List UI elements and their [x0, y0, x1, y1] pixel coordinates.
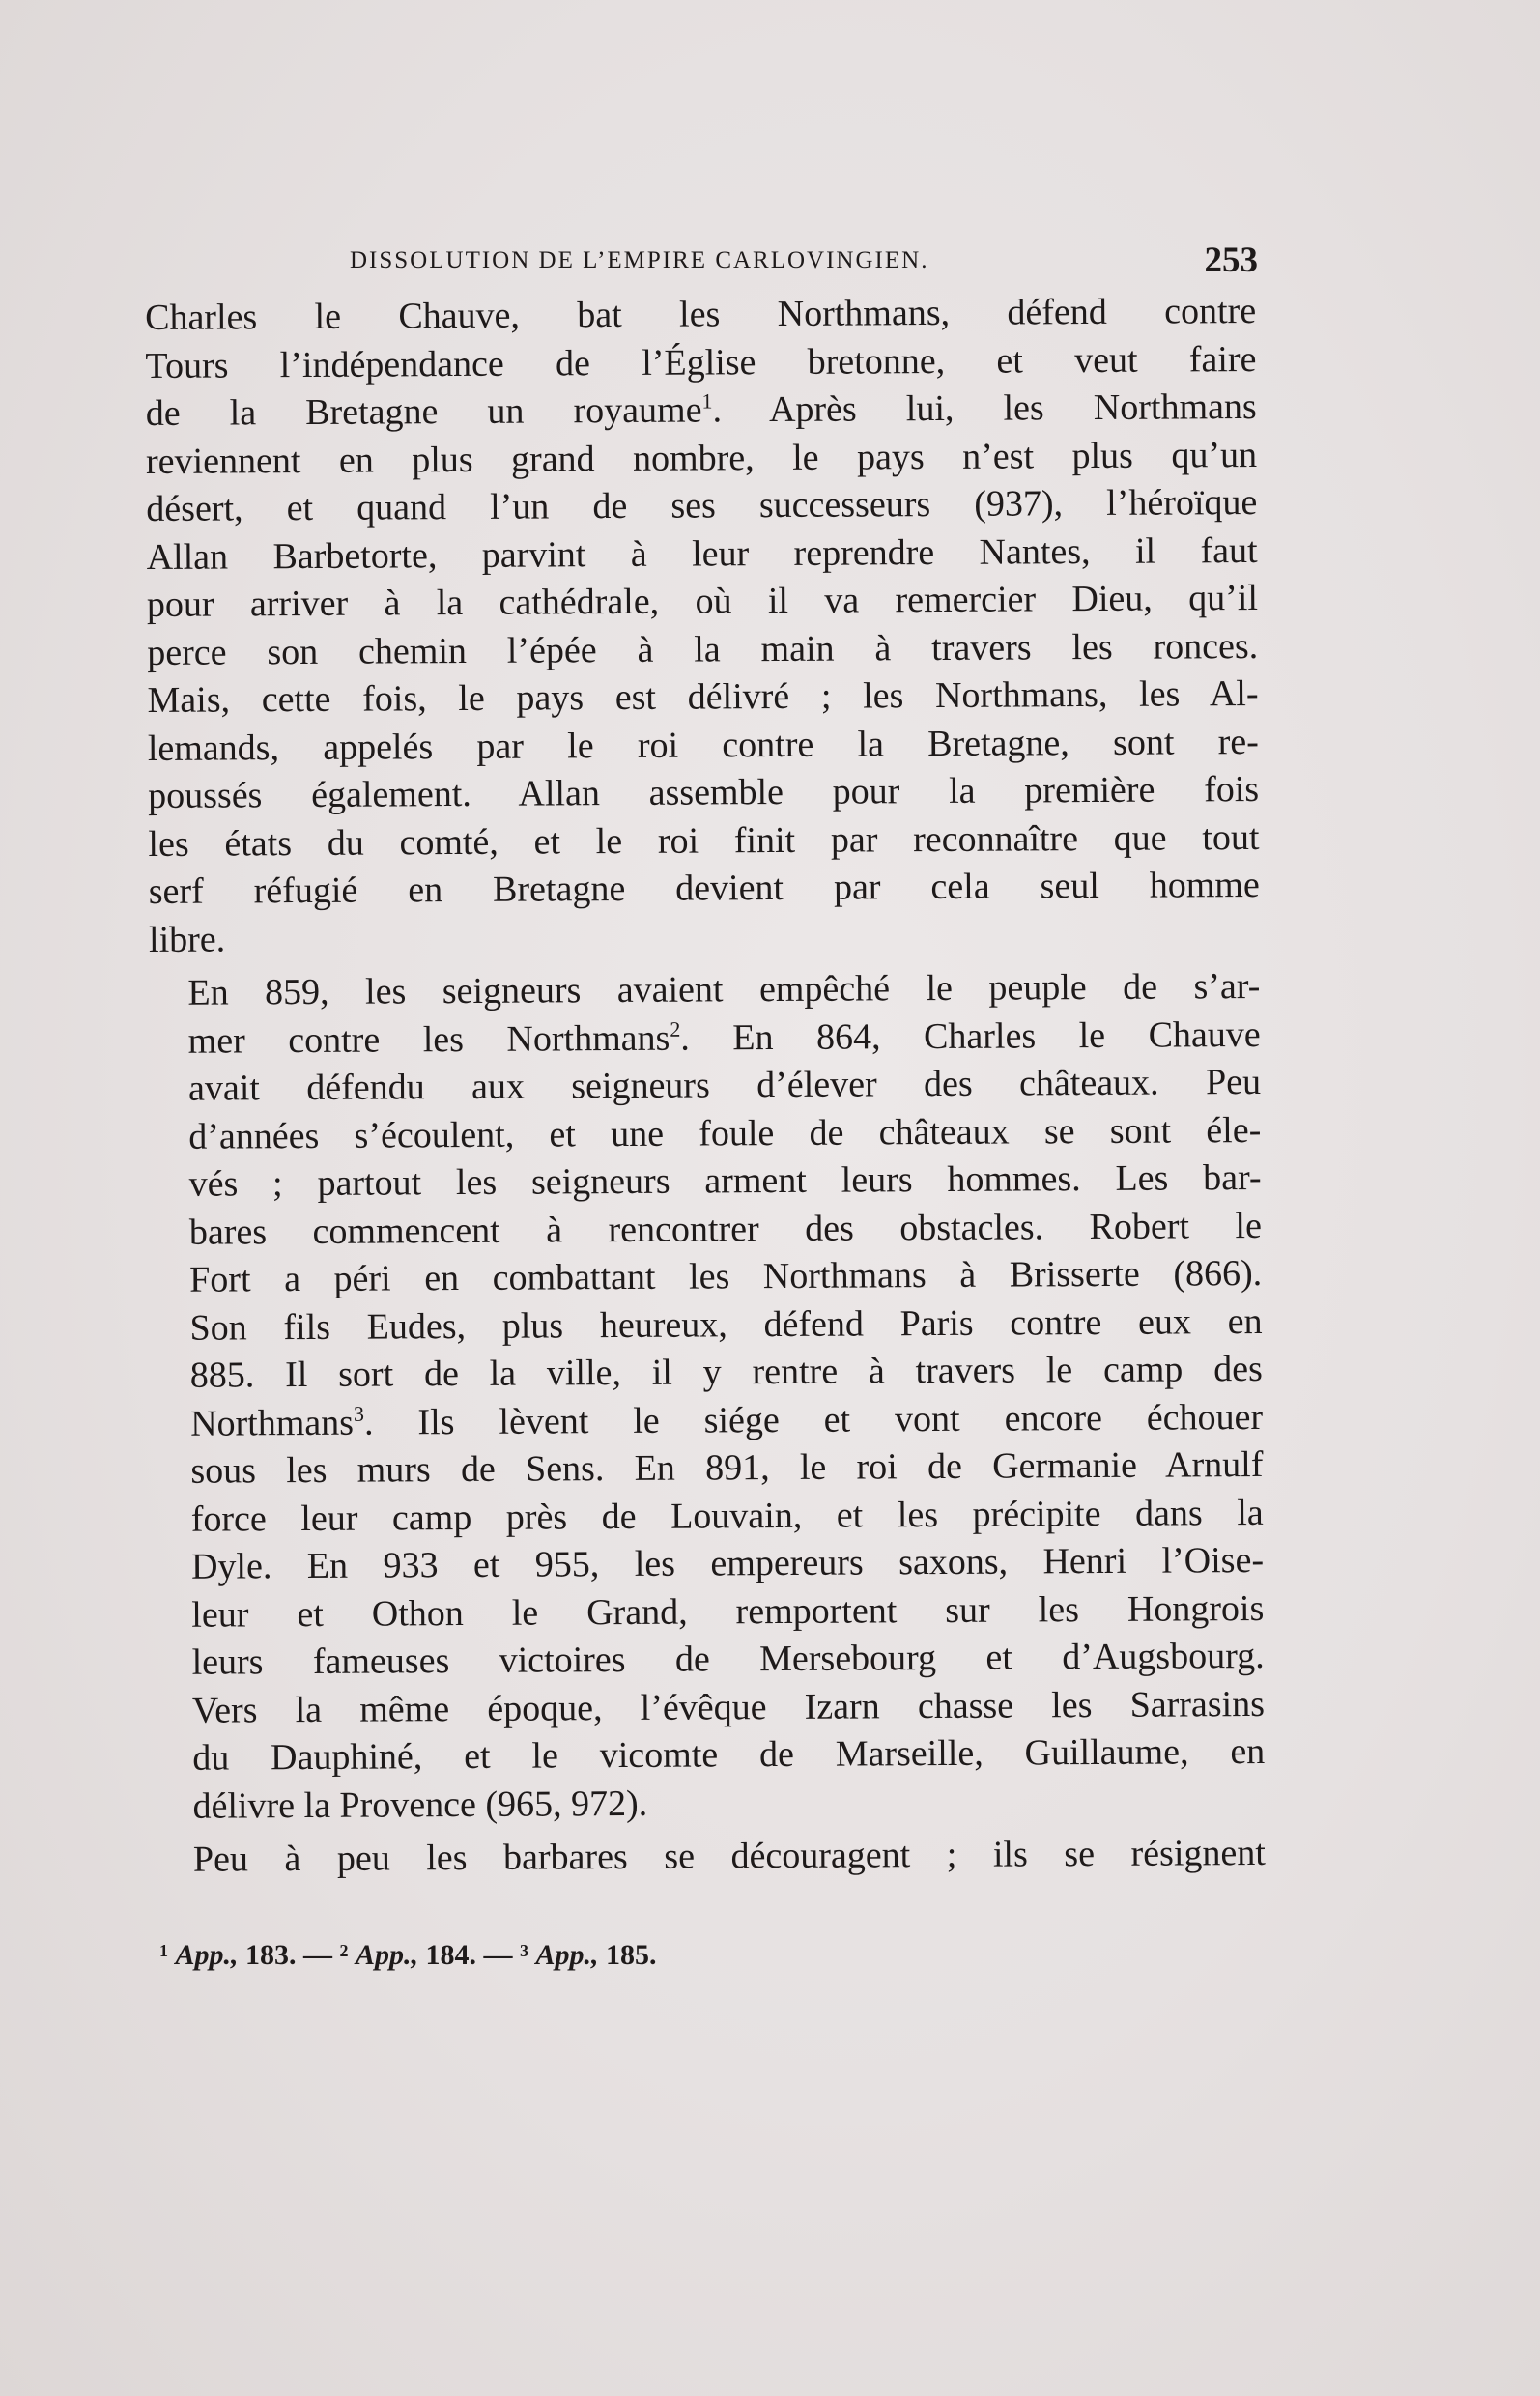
text-line: force leur camp près de Louvain, et les précipite dans la	[190, 1492, 1264, 1540]
text-line	[152, 1393, 1263, 1448]
text-line	[146, 384, 1257, 439]
footnote-number: 184.	[425, 1939, 477, 1971]
footnote-mark: 3	[520, 1941, 529, 1960]
text-line: bares commencent à rencontrer des obstacles. Robert le	[188, 1205, 1263, 1253]
text-line: reviennent en plus grand nombre, le pays n’est plus qu’un	[145, 434, 1258, 482]
text-line: Charles le Chauve, bat les Northmans, défend contre	[145, 290, 1257, 338]
text-line: vés ; partout les seigneurs arment leurs hommes. Les bar-	[188, 1156, 1262, 1205]
footnotes	[159, 1939, 657, 1972]
text-line: Fort a péri en combattant les Northmans à Brisserte (866).	[189, 1252, 1263, 1300]
text-line: En 859, les seigneurs avaient empêché le peuple de s’ar-	[187, 965, 1261, 1013]
footnote-separator: —	[483, 1939, 513, 1971]
text-line: 885. Il sort de la ville, il y rentre à travers le camp des	[189, 1348, 1263, 1396]
text-line: pour arriver à la cathédrale, où il va remercier Dieu, qu’il	[146, 577, 1259, 625]
footnote-number: 183.	[245, 1939, 297, 1971]
text-line: lemands, appelés par le roi contre la Bretagne, sont re-	[147, 721, 1259, 769]
text-line: Peu à peu les barbares se découragent ; ils se résignent	[192, 1832, 1267, 1880]
text-line: avait défendu aux seigneurs d’élever des châteaux. Peu	[187, 1061, 1262, 1109]
footnote-marker: 3	[353, 1401, 365, 1426]
text-line: leurs fameuses victoires de Mersebourg et d’Augsbourg.	[191, 1635, 1265, 1683]
text-line: poussés également. Allan assemble pour la première fois	[148, 768, 1260, 816]
text-line: perce son chemin l’épée à la main à travers les ronces.	[147, 625, 1259, 673]
text-line: les états du comté, et le roi finit par reconnaître que tout	[148, 816, 1260, 865]
footnote-ref: App.,	[356, 1939, 419, 1971]
text-line: sous les murs de Sens. En 891, le roi de Germanie Arnulf	[190, 1443, 1264, 1492]
text-line: désert, et quand l’un de ses successeurs (937), l’héroïque	[146, 481, 1258, 529]
paragraph-3	[155, 1830, 1266, 1885]
page-number: 253	[1204, 241, 1258, 280]
text-line: Tours l’indépendance de l’Église bretonne, et veut faire	[145, 338, 1257, 386]
body-text	[145, 288, 1266, 1884]
text-line: Allan Barbetorte, parvint à leur reprendre Nantes, il faut	[146, 529, 1258, 578]
footnote-ref: App.,	[175, 1939, 239, 1971]
footnote-marker: 2	[670, 1016, 681, 1041]
text-line	[150, 1011, 1261, 1066]
footnote-mark: 1	[159, 1941, 168, 1960]
text-line: leur et Othon le Grand, remportent sur les Hongrois	[191, 1587, 1265, 1636]
text-line: libre.	[148, 919, 226, 960]
text-line: Dyle. En 933 et 955, les empereurs saxons, Henri l’Oise-	[190, 1539, 1265, 1587]
footnote-marker: 1	[701, 388, 713, 414]
footnote-mark: 2	[339, 1941, 349, 1960]
text-segment: Northmans	[190, 1402, 355, 1444]
running-head	[350, 240, 1258, 288]
text-line: délivre la Provence (965, 972).	[192, 1783, 648, 1827]
paragraph-2	[149, 963, 1265, 1831]
footnote-separator: —	[303, 1939, 333, 1971]
text-line: du Dauphiné, et le vicomte de Marseille, Guillaume, en	[192, 1730, 1266, 1779]
running-title: DISSOLUTION DE L’EMPIRE CARLOVINGIEN.	[350, 247, 929, 273]
text-line: Mais, cette fois, le pays est délivré ; les Northmans, les Al-	[147, 672, 1259, 721]
text-line: serf réfugié en Bretagne devient par cela seul homme	[148, 864, 1260, 912]
text-line: Vers la même époque, l’évêque Izarn chasse les Sarrasins	[191, 1683, 1266, 1731]
text-segment: . En 864, Charles le Chauve	[680, 1013, 1261, 1059]
text-line: d’années s’écoulent, et une foule de châteaux se sont éle-	[188, 1109, 1262, 1157]
text-segment: . Ils lèvent le siége et vont encore échouer	[363, 1396, 1264, 1443]
text-segment: . Après lui, les Northmans	[712, 385, 1257, 431]
text-segment: de la Bretagne un royaume	[145, 389, 702, 434]
paragraph-1	[145, 288, 1260, 964]
text-segment: mer contre les Northmans	[187, 1017, 670, 1062]
text-line: Son fils Eudes, plus heureux, défend Paris contre eux en	[189, 1300, 1263, 1349]
footnote-number: 185.	[606, 1939, 657, 1971]
footnote-ref: App.,	[535, 1939, 599, 1971]
